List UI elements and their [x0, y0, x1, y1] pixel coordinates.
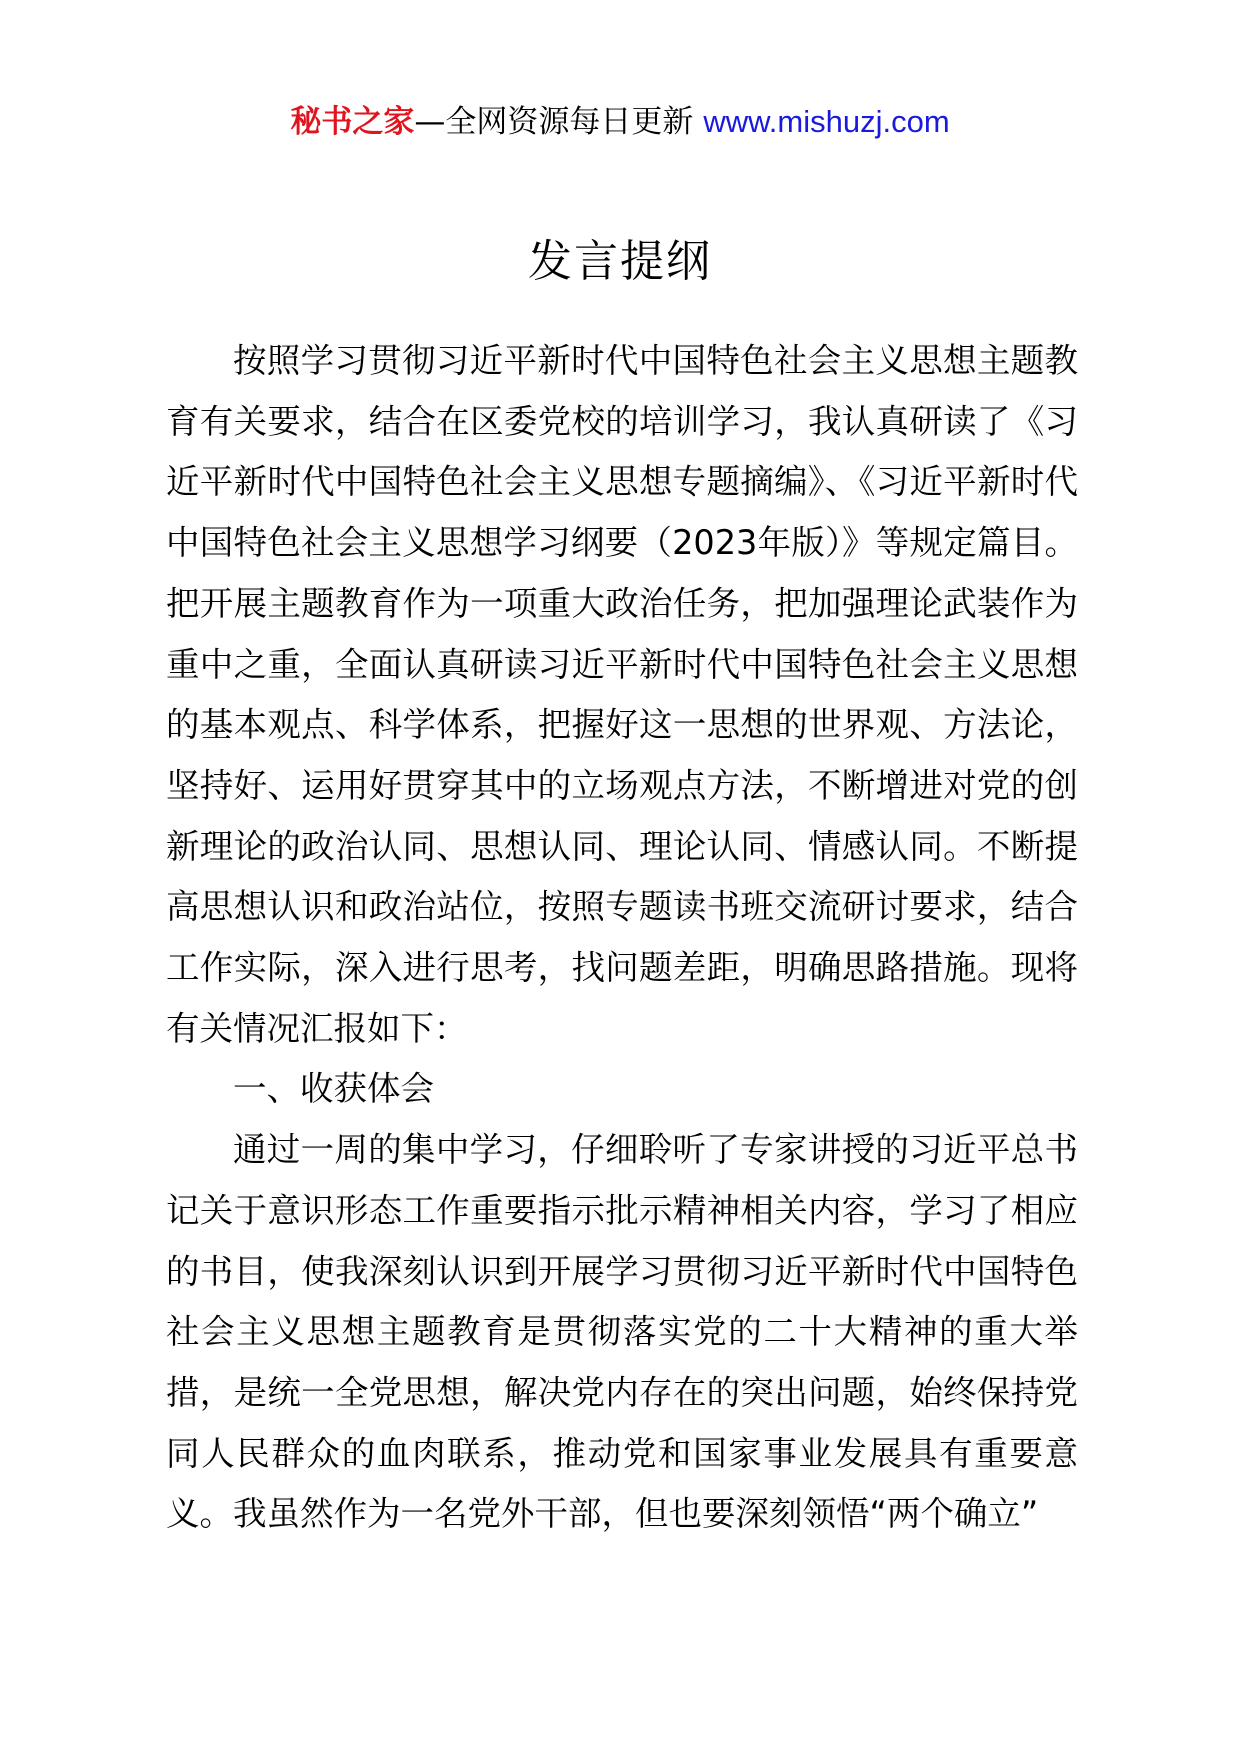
site-brand: 秘书之家: [290, 104, 415, 140]
section-heading-gains: 一、收获体会: [233, 1069, 434, 1109]
header-dash: —: [414, 104, 446, 140]
document-body: [166, 331, 1078, 1545]
site-header: [0, 100, 1240, 144]
site-url-link[interactable]: www.mishuzj.com: [703, 104, 950, 139]
paragraph-intro: 按照学习贯彻习近平新时代中国特色社会主义思想主题教育有关要求，结合在区委党校的培训学习，我认真研读了《习近平新时代中国特色社会主义思想专题摘编》、《习近平新时代中国特色社会主义思想学习纲要（2023年版）》等规定篇目。把开展主题教育作为一项重大政治任务，把加强理论武装作为重中之重，全面认真研读习近平新时代中国特色社会主义思想的基本观点、科学体系，把握好这一思想的世界观、方法论，坚持好、运用好贯穿其中的立场观点方法，不断增进对党的创新理论的政治认同、思想认同、理论认同、情感认同。不断提高思想认识和政治站位，按照专题读书班交流研讨要求，结合工作实际，深入进行思考，找问题差距，明确思路措施。现将有关情况汇报如下：: [166, 341, 1078, 1048]
site-slogan: 全网资源每日更新: [445, 104, 694, 140]
paragraph-gains: 通过一周的集中学习，仔细聆听了专家讲授的习近平总书记关于意识形态工作重要指示批示精神相关内容，学习了相应的书目，使我深刻认识到开展学习贯彻习近平新时代中国特色社会主义思想主题教育是贯彻落实党的二十大精神的重大举措，是统一全党思想，解决党内存在的突出问题，始终保持党同人民群众的血肉联系，推动党和国家事业发展具有重要意义。我虽然作为一名党外干部，但也要深刻领悟“两个确立”: [166, 1130, 1078, 1534]
document-title: 发言提纲: [528, 236, 712, 287]
